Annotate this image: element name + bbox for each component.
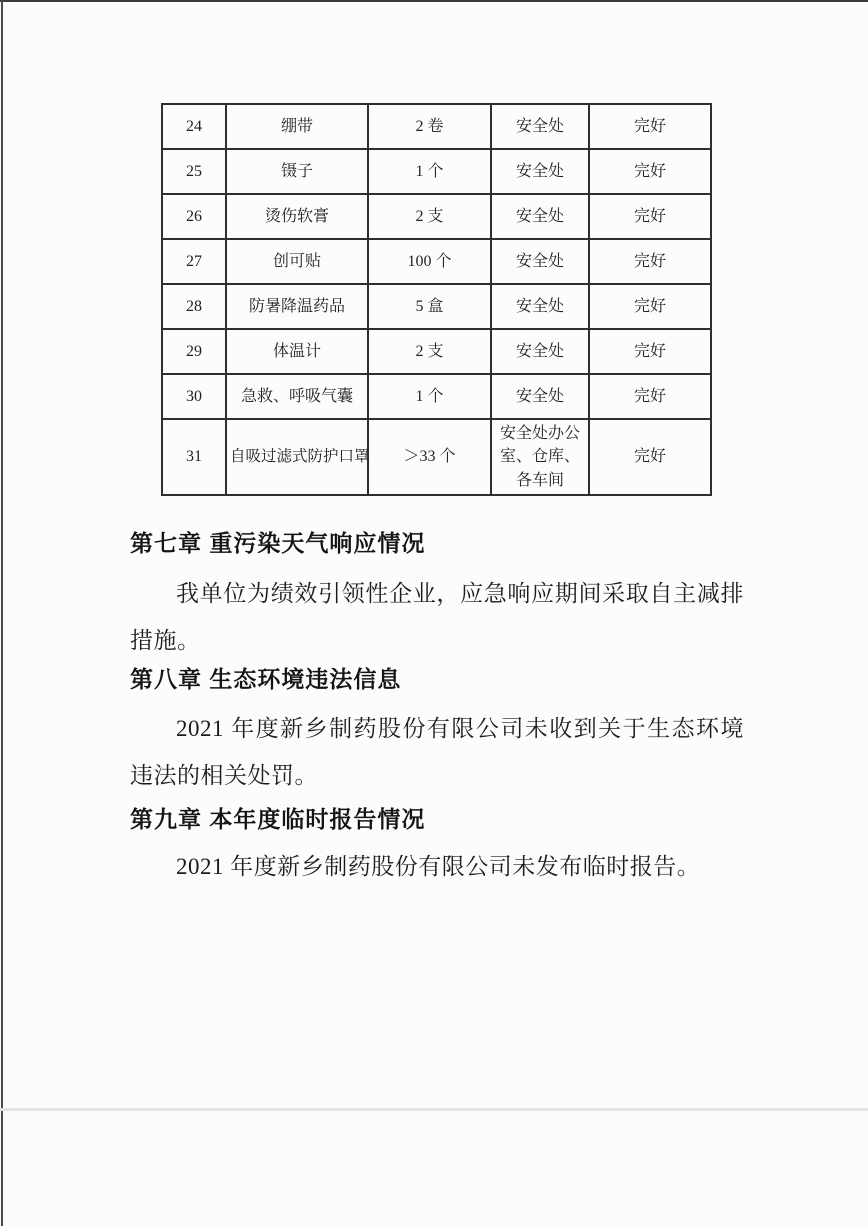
cell-status: 完好 bbox=[589, 104, 711, 149]
cell-status: 完好 bbox=[589, 194, 711, 239]
cell-status: 完好 bbox=[589, 419, 711, 495]
table-row bbox=[162, 239, 711, 284]
cell-location: 安全处 bbox=[491, 284, 589, 329]
cell-no: 29 bbox=[162, 329, 226, 374]
cell-item: 防暑降温药品 bbox=[226, 284, 368, 329]
cell-item: 绷带 bbox=[226, 104, 368, 149]
section-heading-chapter7: 第七章 重污染天气响应情况 bbox=[130, 530, 426, 556]
scan-top-edge bbox=[0, 0, 868, 2]
cell-qty: 5 盒 bbox=[368, 284, 491, 329]
cell-status: 完好 bbox=[589, 149, 711, 194]
table-row bbox=[162, 149, 711, 194]
table-row bbox=[162, 329, 711, 374]
cell-no: 30 bbox=[162, 374, 226, 419]
cell-status: 完好 bbox=[589, 239, 711, 284]
cell-status: 完好 bbox=[589, 329, 711, 374]
cell-status: 完好 bbox=[589, 374, 711, 419]
cell-location: 安全处 bbox=[491, 374, 589, 419]
cell-qty: 2 卷 bbox=[368, 104, 491, 149]
cell-item: 急救、呼吸气囊 bbox=[226, 374, 368, 419]
section-paragraph-chapter7: 我单位为绩效引领性企业，应急响应期间采取自主减排措施。 bbox=[130, 581, 744, 653]
page-break-line bbox=[0, 1108, 868, 1111]
cell-no: 31 bbox=[162, 419, 226, 495]
section-heading-chapter9: 第九章 本年度临时报告情况 bbox=[130, 806, 426, 832]
supplies-table bbox=[161, 103, 712, 496]
cell-location: 安全处 bbox=[491, 239, 589, 284]
cell-status: 完好 bbox=[589, 284, 711, 329]
cell-item: 烫伤软膏 bbox=[226, 194, 368, 239]
cell-no: 24 bbox=[162, 104, 226, 149]
cell-item: 体温计 bbox=[226, 329, 368, 374]
table-row bbox=[162, 194, 711, 239]
table-row bbox=[162, 374, 711, 419]
cell-qty: 100 个 bbox=[368, 239, 491, 284]
cell-item: 自吸过滤式防护口罩 bbox=[226, 419, 368, 495]
cell-qty: ＞33 个 bbox=[368, 419, 491, 495]
cell-location: 安全处 bbox=[491, 329, 589, 374]
scan-left-edge bbox=[1, 0, 3, 1226]
cell-qty: 1 个 bbox=[368, 374, 491, 419]
cell-qty: 2 支 bbox=[368, 194, 491, 239]
supplies-table-container bbox=[161, 103, 710, 496]
cell-no: 28 bbox=[162, 284, 226, 329]
table-row bbox=[162, 284, 711, 329]
cell-location: 安全处 bbox=[491, 149, 589, 194]
section-heading-chapter8: 第八章 生态环境违法信息 bbox=[130, 666, 402, 692]
cell-no: 26 bbox=[162, 194, 226, 239]
cell-qty: 2 支 bbox=[368, 329, 491, 374]
cell-qty: 1 个 bbox=[368, 149, 491, 194]
table-row bbox=[162, 419, 711, 495]
cell-item: 创可贴 bbox=[226, 239, 368, 284]
cell-item: 镊子 bbox=[226, 149, 368, 194]
cell-location: 安全处 bbox=[491, 104, 589, 149]
table-row bbox=[162, 104, 711, 149]
section-paragraph-chapter8: 2021 年度新乡制药股份有限公司未收到关于生态环境违法的相关处罚。 bbox=[130, 716, 744, 788]
cell-location: 安全处 bbox=[491, 194, 589, 239]
cell-no: 27 bbox=[162, 239, 226, 284]
cell-no: 25 bbox=[162, 149, 226, 194]
cell-location: 安全处办公室、仓库、各车间 bbox=[491, 419, 589, 495]
section-paragraph-chapter9: 2021 年度新乡制药股份有限公司未发布临时报告。 bbox=[176, 854, 701, 879]
